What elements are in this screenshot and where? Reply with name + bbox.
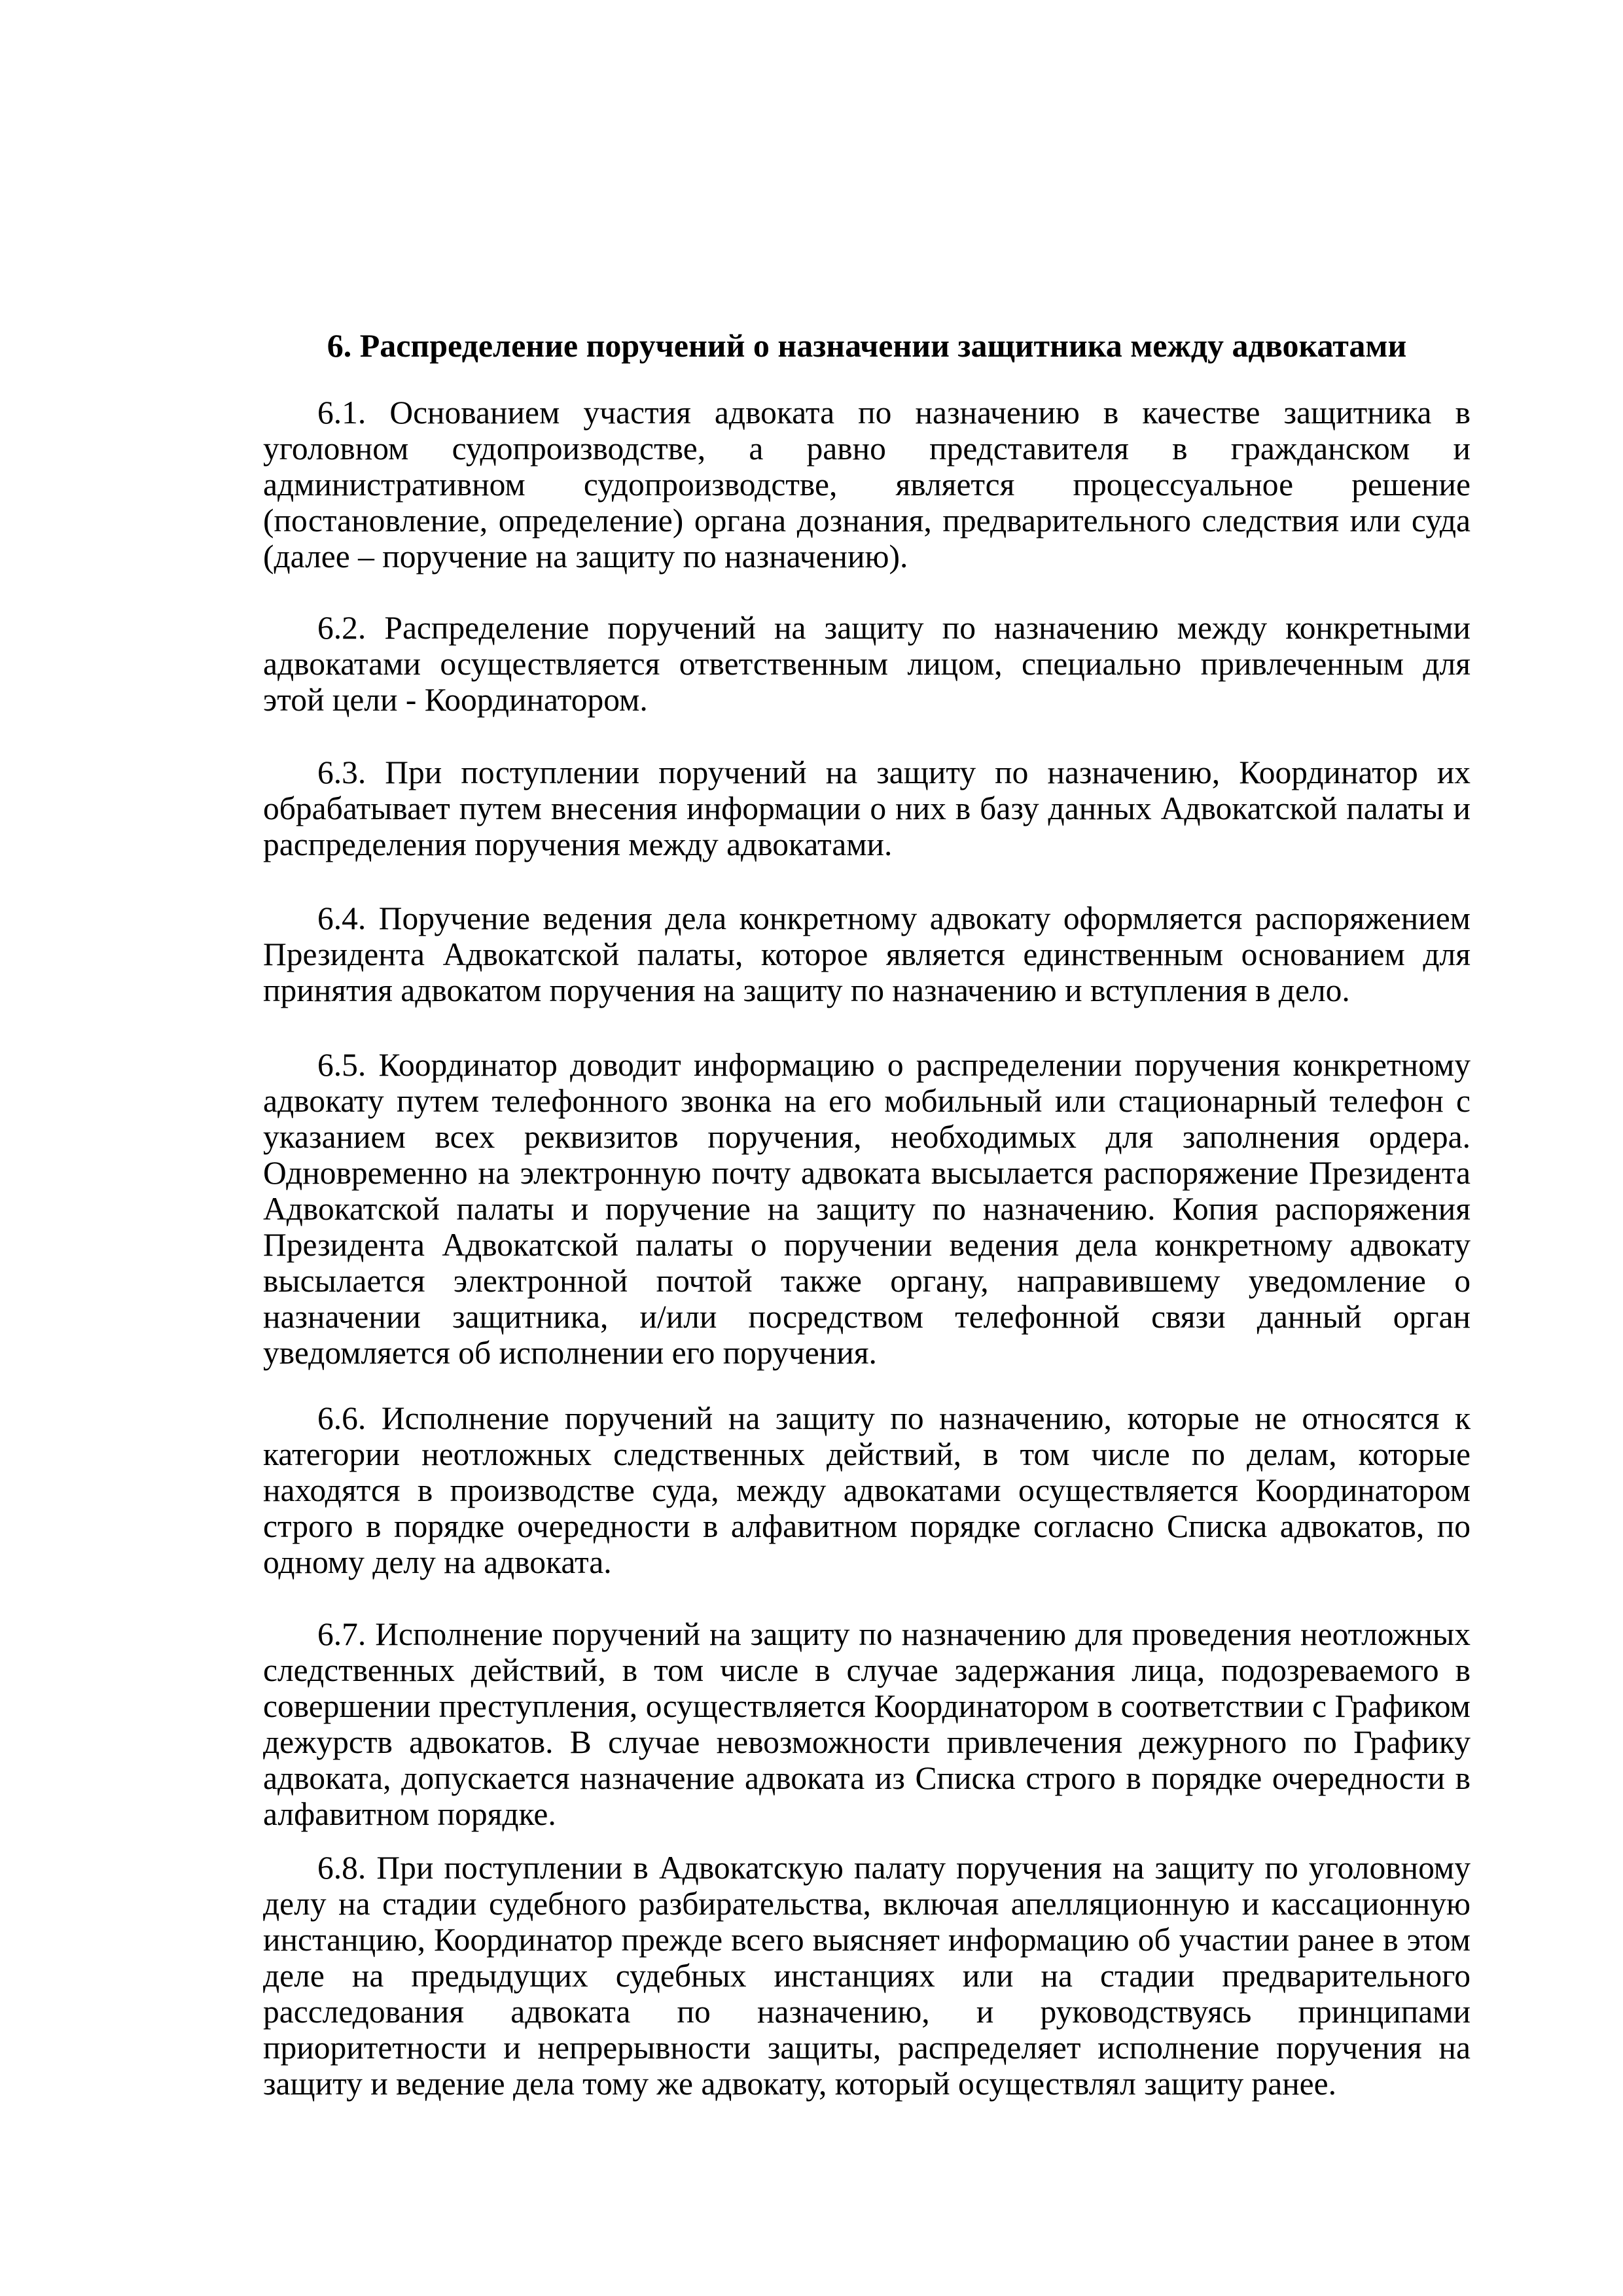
- paragraph-6-2: 6.2. Распределение поручений на защиту по назначению между конкретными адвокатами осуществляется ответственным лицом, специально привлеченным для этой цели - Координатором.: [263, 610, 1471, 718]
- paragraph-6-4: 6.4. Поручение ведения дела конкретному адвокату оформляется распоряжением Президента Адвокатской палаты, которое является единственным основанием для принятия адвокатом поручения на защиту по назначению и вступления в дело.: [263, 900, 1471, 1008]
- paragraph-6-1: 6.1. Основанием участия адвоката по назначению в качестве защитника в уголовном судопроизводстве, а равно представителя в гражданском и административном судопроизводстве, является процессуальное решение (постановление, определение) органа дознания, предварительного следствия или суда (далее – поручение на защиту по назначению).: [263, 395, 1471, 574]
- paragraph-6-8: 6.8. При поступлении в Адвокатскую палату поручения на защиту по уголовному делу на стадии судебного разбирательства, включая апелляционную и кассационную инстанцию, Координатор прежде всего выясняет информацию об участии ранее в этом деле на предыдущих судебных инстанциях или на стадии предварительного расследования адвоката по назначению, и руководствуясь принципами приоритетности и непрерывности защиты, распределяет исполнение поручения на защиту и ведение дела тому же адвокату, который осуществлял защиту ранее.: [263, 1850, 1471, 2102]
- paragraph-6-5: 6.5. Координатор доводит информацию о распределении поручения конкретному адвокату путем телефонного звонка на его мобильный или стационарный телефон с указанием всех реквизитов поручения, необходимых для заполнения ордера. Одновременно на электронную почту адвоката высылается распоряжение Президента Адвокатской палаты и поручение на защиту по назначению. Копия распоряжения Президента Адвокатской палаты о поручении ведения дела конкретному адвокату высылается электронной почтой также органу, направившему уведомление о назначении защитника, и/или посредством телефонной связи данный орган уведомляется об исполнении его поручения.: [263, 1047, 1471, 1371]
- section-title: 6. Распределение поручений о назначении защитника между адвокатами: [327, 327, 1407, 364]
- paragraph-6-3: 6.3. При поступлении поручений на защиту по назначению, Координатор их обрабатывает путем внесения информации о них в базу данных Адвокатской палаты и распределения поручения между адвокатами.: [263, 754, 1471, 862]
- paragraph-6-6: 6.6. Исполнение поручений на защиту по назначению, которые не относятся к категории неотложных следственных действий, в том числе по делам, которые находятся в производстве суда, между адвокатами осуществляется Координатором строго в порядке очередности в алфавитном порядке согласно Списка адвокатов, по одному делу на адвоката.: [263, 1400, 1471, 1580]
- paragraph-6-7: 6.7. Исполнение поручений на защиту по назначению для проведения неотложных следственных действий, в том числе в случае задержания лица, подозреваемого в совершении преступления, осуществляется Координатором в соответствии с Графиком дежурств адвокатов. В случае невозможности привлечения дежурного по Графику адвоката, допускается назначение адвоката из Списка строго в порядке очередности в алфавитном порядке.: [263, 1616, 1471, 1832]
